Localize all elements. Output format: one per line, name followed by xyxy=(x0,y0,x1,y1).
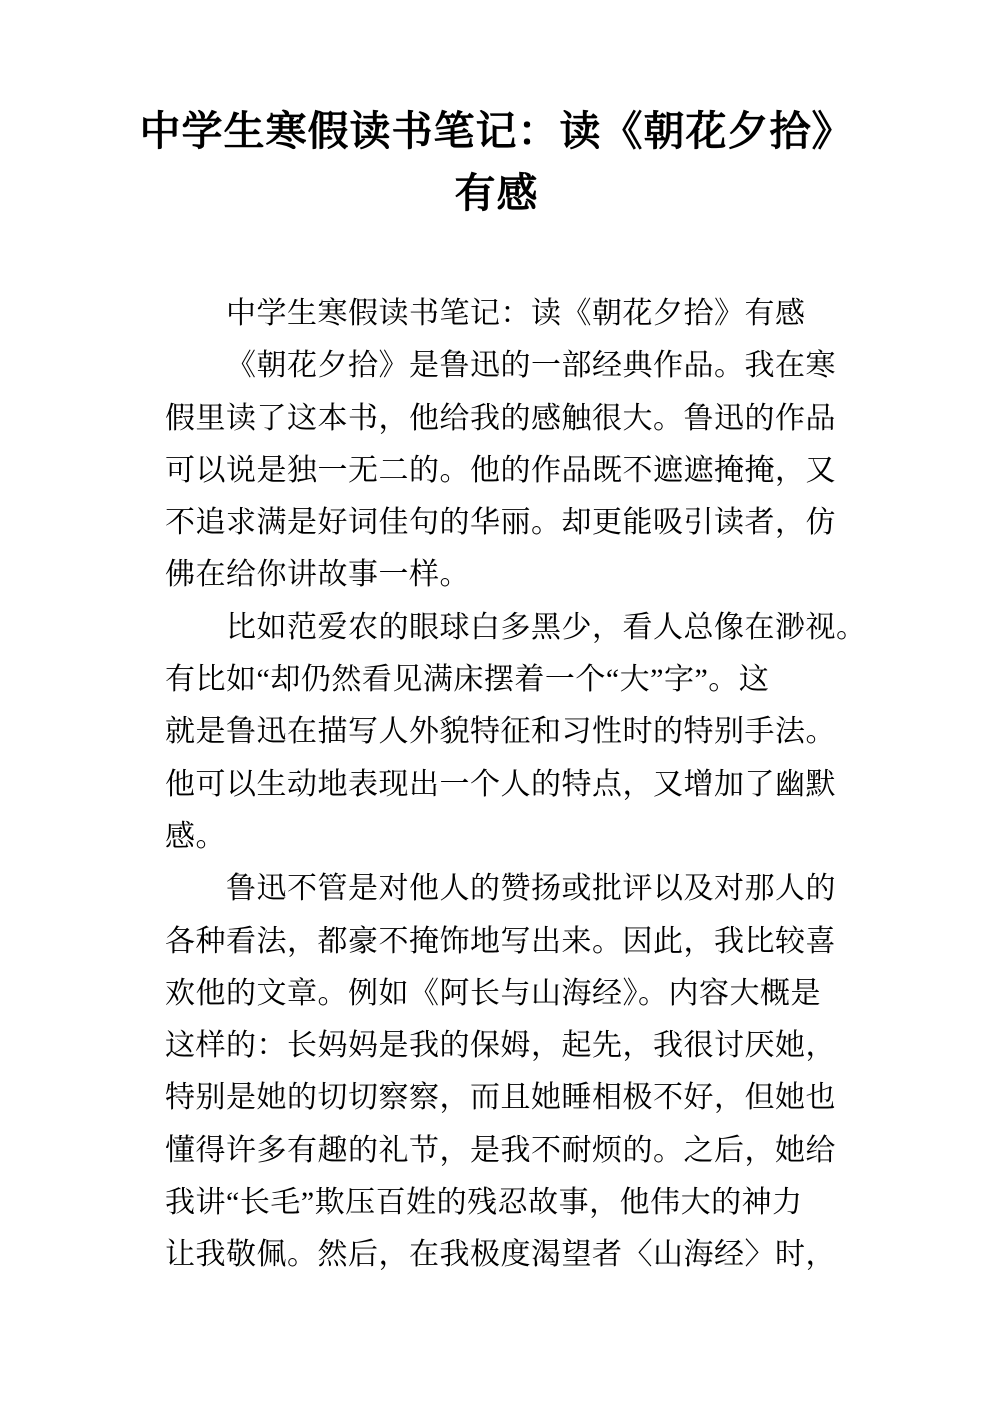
text-line: 让我敬佩。然后，在我极度渴望者〈山海经〉时， xyxy=(165,1238,836,1272)
text-line: 各种看法，都豪不掩饰地写出来。因此，我比较喜 xyxy=(165,924,836,958)
paragraph xyxy=(165,863,836,1281)
title-line-1: 中学生寒假读书笔记：读《朝花夕拾》 xyxy=(139,108,854,154)
title-line-2: 有感 xyxy=(454,170,539,216)
text-line: 佛在给你讲故事一样。 xyxy=(165,558,470,592)
text-line: 不追求满是好词佳句的华丽。却更能吸引读者，仿 xyxy=(165,506,836,540)
text-line: 有比如“却仍然看见满床摆着一个“大”字”。这 xyxy=(165,663,770,697)
text-line: 可以说是独一无二的。他的作品既不遮遮掩掩，又 xyxy=(165,453,836,487)
text-line: 《朝花夕拾》是鲁迅的一部经典作品。我在寒 xyxy=(226,349,836,383)
text-line: 感。 xyxy=(165,819,226,853)
text-line: 鲁迅不管是对他人的赞扬或批评以及对那人的 xyxy=(226,872,836,906)
document-title xyxy=(0,0,993,224)
paragraph xyxy=(165,602,867,863)
text-line: 他可以生动地表现出一个人的特点，又增加了幽默 xyxy=(165,767,836,801)
text-line: 特别是她的切切察察，而且她睡相极不好，但她也 xyxy=(165,1081,836,1115)
text-line: 中学生寒假读书笔记：读《朝花夕拾》有感 xyxy=(226,297,806,330)
text-line: 假里读了这本书，他给我的感触很大。鲁迅的作品 xyxy=(165,401,836,435)
text-line: 这样的：长妈妈是我的保姆，起先，我很讨厌她， xyxy=(165,1029,836,1063)
text-line: 懂得许多有趣的礼节，是我不耐烦的。之后，她给 xyxy=(165,1133,836,1167)
text-line: 就是鲁迅在描写人外貌特征和习性时的特别手法。 xyxy=(165,715,836,749)
text-line: 欢他的文章。例如《阿长与山海经》。内容大概是 xyxy=(165,976,821,1010)
paragraph xyxy=(165,340,836,601)
text-line: 我讲“长毛”欺压百姓的残忍故事，他伟大的神力 xyxy=(165,1186,803,1220)
text-line: 比如范爱农的眼球白多黑少，看人总像在渺视。 xyxy=(226,610,867,644)
document-body xyxy=(165,288,867,1282)
paragraph xyxy=(165,288,830,340)
